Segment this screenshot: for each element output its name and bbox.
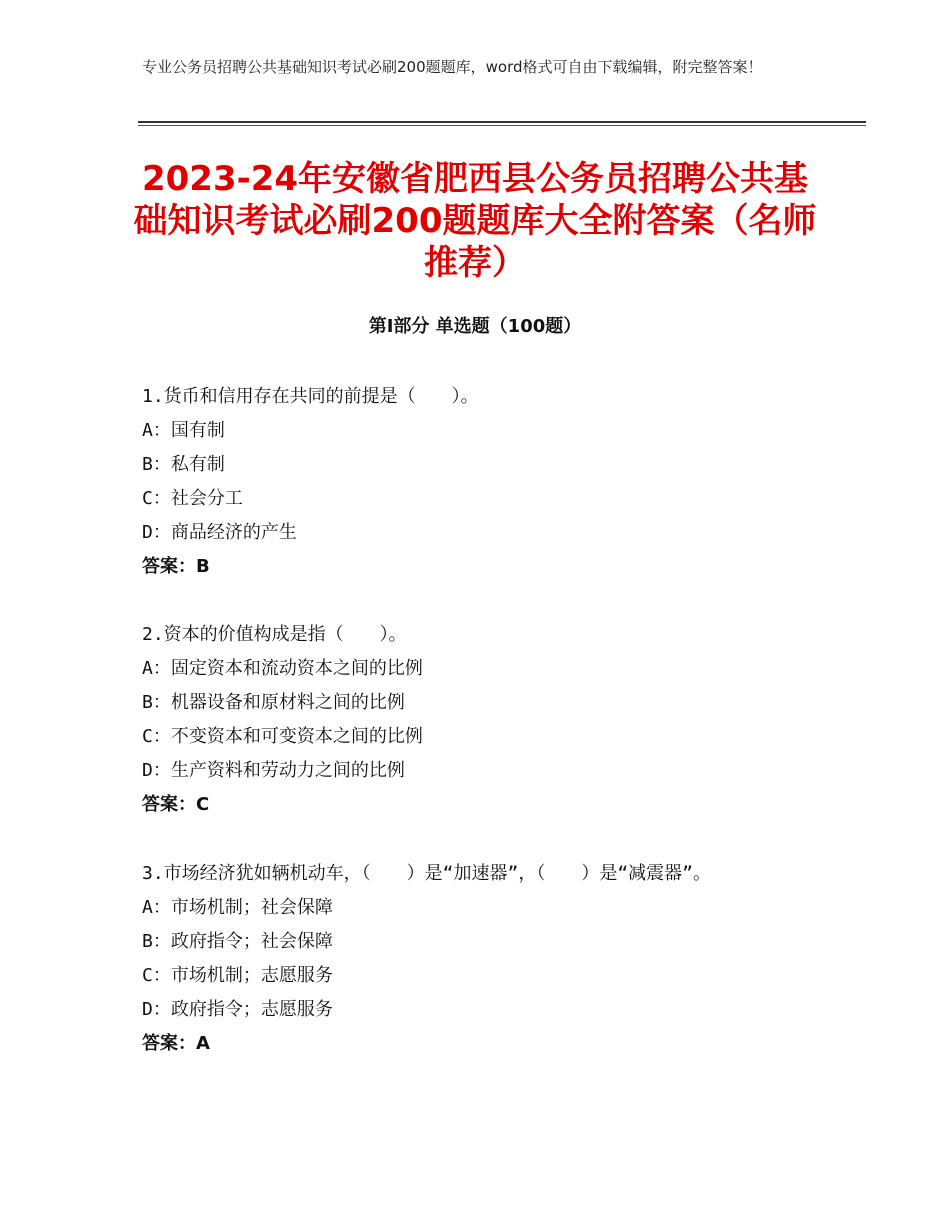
question-stem: 3.市场经济犹如辆机动车，（ ）是“加速器”，（ ）是“减震器”。 bbox=[142, 863, 712, 884]
option-d: D：生产资料和劳动力之间的比例 bbox=[142, 760, 405, 781]
question-1 bbox=[142, 380, 822, 584]
header-note: 专业公务员招聘公共基础知识考试必刷200题题库，word格式可自由下载编辑，附完整答案！ bbox=[142, 58, 763, 76]
option-c: C：市场机制；志愿服务 bbox=[142, 965, 333, 986]
option-c: C：社会分工 bbox=[142, 488, 243, 509]
option-a: A：国有制 bbox=[142, 420, 225, 441]
option-d: D：政府指令；志愿服务 bbox=[142, 999, 333, 1020]
question-2 bbox=[142, 618, 822, 822]
header-divider-thin bbox=[138, 125, 866, 126]
option-b: B：机器设备和原材料之间的比例 bbox=[142, 692, 405, 713]
answer: 答案：A bbox=[142, 1033, 210, 1054]
question-stem: 1.货币和信用存在共同的前提是（ ）。 bbox=[142, 386, 479, 407]
option-a: A：固定资本和流动资本之间的比例 bbox=[142, 658, 423, 679]
option-c: C：不变资本和可变资本之间的比例 bbox=[142, 726, 423, 747]
answer: 答案：C bbox=[142, 794, 210, 815]
option-d: D：商品经济的产生 bbox=[142, 522, 297, 543]
section-heading: 第Ⅰ部分 单选题（100题） bbox=[368, 316, 582, 337]
option-b: B：政府指令；社会保障 bbox=[142, 931, 333, 952]
question-3 bbox=[142, 857, 822, 1061]
option-b: B：私有制 bbox=[142, 454, 225, 475]
document-title: 2023-24年安徽省肥西县公务员招聘公共基础知识考试必刷200题题库大全附答案（名师推荐） bbox=[133, 159, 817, 283]
answer: 答案：B bbox=[142, 556, 210, 577]
option-a: A：市场机制；社会保障 bbox=[142, 897, 333, 918]
question-stem: 2.资本的价值构成是指（ ）。 bbox=[142, 624, 407, 645]
header-divider bbox=[138, 121, 866, 123]
